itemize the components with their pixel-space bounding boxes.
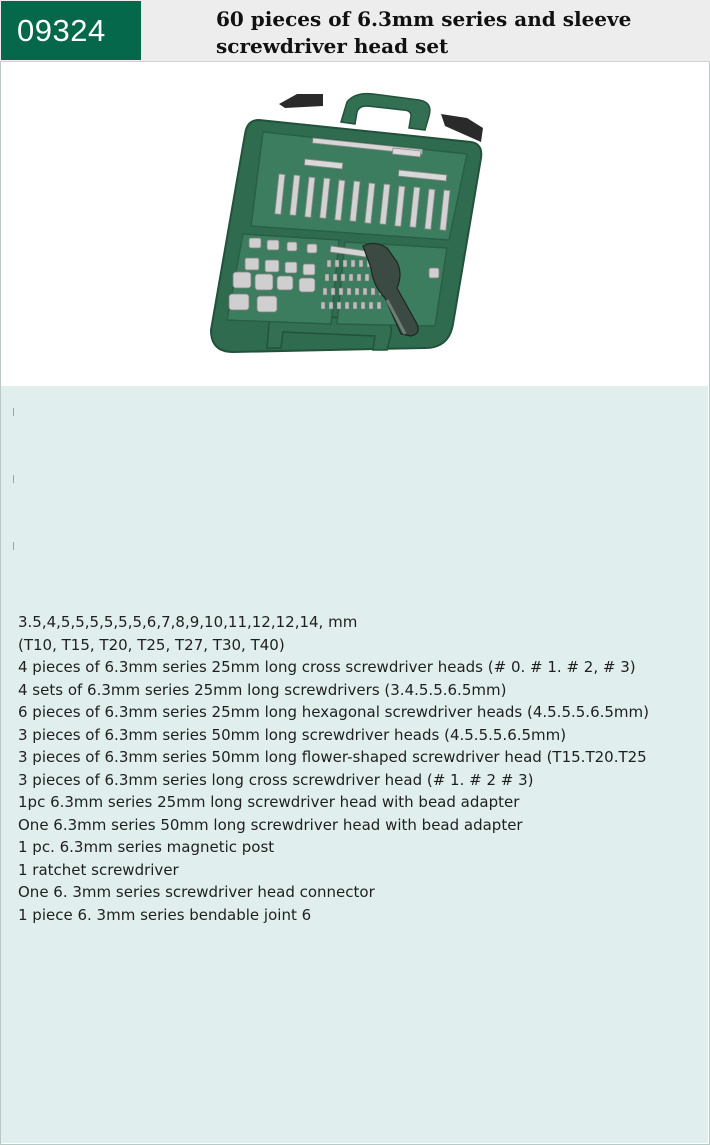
divider-mark [13, 408, 14, 416]
list-item: 3 pieces of 6.3mm series 50mm long flower-shaped screwdriver head (T15.T20.T25 [18, 748, 647, 766]
product-image-area [1, 62, 708, 385]
list-item: 4 sets of 6.3mm series 25mm long screwdrivers (3.4.5.5.6.5mm) [18, 680, 507, 699]
list-item: (T10, T15, T20, T25, T27, T30, T40) [18, 635, 285, 654]
case-top-handle [341, 94, 430, 130]
list-item: 3 pieces of 6.3mm series long cross screwdriver head (# 1. # 2 # 3) [18, 770, 534, 789]
product-title: 60 pieces of 6.3mm series and sleeve screwdriver head set [216, 7, 632, 58]
list-item: One 6. 3mm series screwdriver head connector [18, 883, 375, 901]
divider-mark [13, 475, 14, 483]
list-item: 3.5,4,5,5,5,5,5,5,6,7,8,9,10,11,12,12,14, mm [18, 613, 358, 631]
list-item: One 6.3mm series 50mm long screwdriver head with bead adapter [18, 815, 523, 834]
product-code: 09324 [1, 1, 141, 60]
list-item: 1 piece 6. 3mm series bendable joint 6 [18, 905, 312, 924]
list-item: 6 pieces of 6.3mm series 25mm long hexagonal screwdriver heads (4.5.5.5.6.5mm) [18, 703, 649, 721]
divider-mark [13, 542, 14, 550]
spec-list [18, 611, 649, 926]
toolcase-image [1, 62, 708, 385]
list-item: 1 ratchet screwdriver [18, 860, 179, 879]
list-item: 1 pc. 6.3mm series magnetic post [18, 838, 275, 856]
case-latch-right [441, 114, 483, 142]
list-item: 4 pieces of 6.3mm series 25mm long cross screwdriver heads (# 0. # 1. # 2, # 3) [18, 658, 636, 676]
list-item: 1pc 6.3mm series 25mm long screwdriver head with bead adapter [18, 793, 520, 811]
list-item: 3 pieces of 6.3mm series 50mm long screwdriver heads (4.5.5.5.6.5mm) [18, 725, 567, 744]
header-bar [0, 0, 710, 62]
case-latch-left [279, 94, 323, 108]
